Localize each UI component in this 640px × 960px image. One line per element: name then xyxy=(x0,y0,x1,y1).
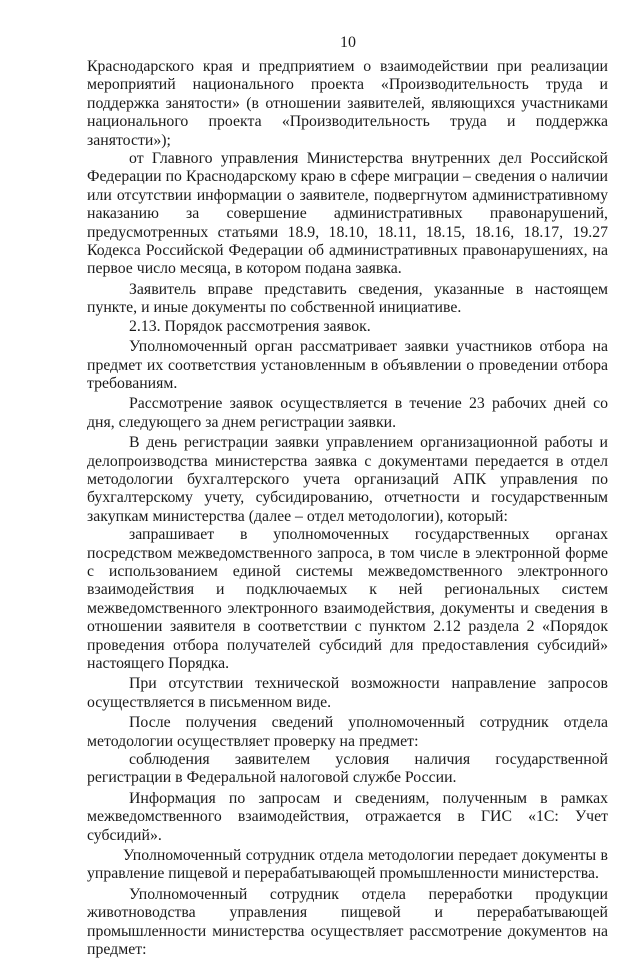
paragraph-verification-subject: После получения сведений уполномоченный сотрудник отдела методологии осуществляет проверку на предмет: xyxy=(87,714,608,750)
paragraph-review-period: Рассмотрение заявок осуществляется в течение 23 рабочих дней со дня, следующего за днем регистрации заявки. xyxy=(87,395,608,431)
paragraph-project-agreement: Краснодарского края и предприятием о взаимодействии при реализации мероприятий национального проекта «Производительность труда и поддержка занятости» (в отношении заявителей, являющихся участниками национального проекта «Производительность труда и поддержка занятости»); xyxy=(87,58,608,149)
paragraph-migration-info: от Главного управления Министерства внутренних дел Российской Федерации по Краснодарскому краю в сфере миграции – сведения о наличии или отсутствии информации о заявителе, подвергнутом административному наказанию за совершение административных правонарушений, предусмотренных статьями 18.9, 18.10, 18.11, 18.15, 18.16, 18.17, 19.27 Кодекса Российской Федерации об административных правонарушениях, на первое число месяца, в котором подана заявка. xyxy=(87,150,608,278)
document-body xyxy=(87,58,608,960)
paragraph-livestock-review: Уполномоченный сотрудник отдела переработки продукции животноводства управления пищевой и перерабатывающей промышленности министерства осуществляет рассмотрение документов на предмет: xyxy=(87,885,608,959)
paragraph-interagency-request: запрашивает в уполномоченных государственных органах посредством межведомственного запроса, в том числе в электронной форме с использованием единой системы межведомственного электронного взаимодействия и подключаемых к ней региональных систем межведомственного электронного взаимодействия, документы и сведения в отношении заявителя в соответствии с пунктом 2.12 раздела 2 «Порядок проведения отбора получателей субсидий для предоставления субсидий» настоящего Порядка. xyxy=(87,526,608,672)
paragraph-transfer-documents: Уполномоченный сотрудник отдела методологии передает документы в управление пищевой и перерабатывающей промышленности министерства. xyxy=(87,847,608,883)
paragraph-gis-record: Информация по запросам и сведениям, полученным в рамках межведомственного взаимодействия, отражается в ГИС «1С: Учет субсидий». xyxy=(87,789,608,844)
paragraph-written-request: При отсутствии технической возможности направление запросов осуществляется в письменном виде. xyxy=(87,675,608,711)
paragraph-tax-registration: соблюдения заявителем условия наличия государственной регистрации в Федеральной налоговой службе России. xyxy=(87,751,608,787)
page-number: 10 xyxy=(340,34,356,51)
paragraph-review-requirements: Уполномоченный орган рассматривает заявки участников отбора на предмет их соответствия установленным в объявлении о проведении отбора требованиям. xyxy=(87,338,608,392)
section-heading-2-13: 2.13. Порядок рассмотрения заявок. xyxy=(129,317,371,335)
paragraph-own-initiative: Заявитель вправе представить сведения, указанные в настоящем пункте, и иные документы по собственной инициативе. xyxy=(87,280,608,317)
paragraph-registration-day: В день регистрации заявки управлением организационной работы и делопроизводства министерства заявка с документами передается в отдел методологии бухгалтерского учета организаций АПК управления по бухгалтерскому учету, субсидированию, отчетности и государственным закупкам министерства (далее – отдел методологии), который: xyxy=(87,434,608,525)
